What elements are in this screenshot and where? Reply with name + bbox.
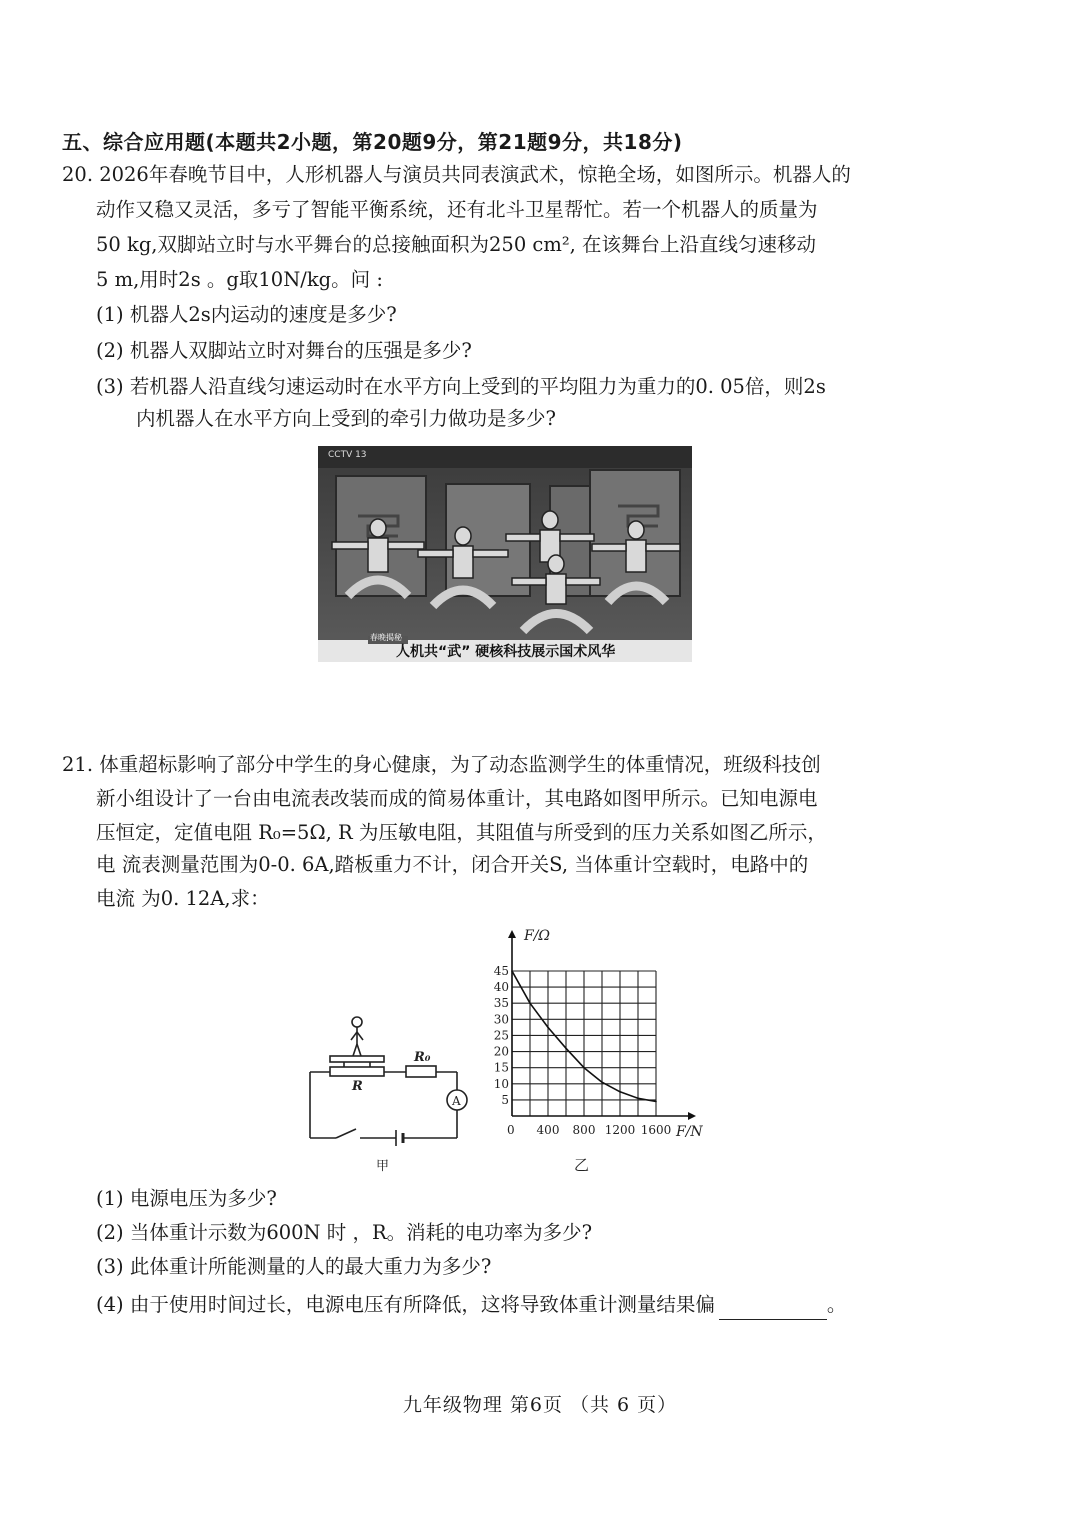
q21-line-3: 压恒定，定值电阻 R₀=5Ω, R 为压敏电阻，其阻值与所受到的压力关系如图乙所示， xyxy=(96,821,827,844)
circuit-caption: 甲 xyxy=(376,1159,390,1174)
circuit-diagram xyxy=(300,1010,480,1175)
q20-line-3: 50 kg,双脚站立时与水平舞台的总接触面积为250 cm², 在该舞台上沿直线匀速移动 xyxy=(96,233,817,256)
x-axis-arrow xyxy=(688,1112,696,1120)
x-tick-label: 800 xyxy=(572,1123,596,1137)
y-tick-label: 20 xyxy=(493,1044,509,1059)
photo-caption: 人机共“武” 硬核科技展示国术风华 xyxy=(396,644,616,660)
q21-line-5: 电流 为0. 12A,求： xyxy=(96,887,270,910)
section-title: 五、综合应用题(本题共2小题，第20题9分，第21题9分，共18分) xyxy=(62,130,683,154)
robot-performance-photo xyxy=(318,446,692,662)
q21-sub-3: (3) 此体重计所能测量的人的最大重力为多少? xyxy=(96,1255,492,1278)
curve-point xyxy=(565,1048,567,1050)
graph-origin: 0 xyxy=(507,1123,515,1137)
q21-sub-4 xyxy=(96,1290,846,1320)
y-axis-arrow xyxy=(508,930,516,938)
y-tick-label: 15 xyxy=(493,1060,509,1075)
curve-point xyxy=(655,1101,657,1103)
q20-sub-1: (1) 机器人2s内运动的速度是多少? xyxy=(96,303,397,326)
curve-point xyxy=(619,1091,621,1093)
q20-sub-3-cont: 内机器人在水平方向上受到的牵引力做功是多少? xyxy=(136,407,556,430)
q21-sub-4-text: (4) 由于使用时间过长，电源电压有所降低，这将导致体重计测量结果偏 xyxy=(96,1293,715,1316)
photo-small-caption: 春晚揭秘 xyxy=(370,633,402,642)
y-tick-label: 5 xyxy=(501,1092,509,1107)
x-tick-label: 1600 xyxy=(640,1123,672,1137)
y-tick-label: 10 xyxy=(493,1076,509,1091)
curve-point xyxy=(601,1081,603,1083)
circuit-label-R: R xyxy=(352,1079,363,1094)
q20-line-4: 5 m,用时2s 。g取10N/kg。问 : xyxy=(96,268,383,291)
curve-point xyxy=(529,1002,531,1004)
q21-line-1: 21. 体重超标影响了部分中学生的身心健康，为了动态监测学生的体重情况，班级科技创 xyxy=(62,753,821,776)
y-tick-label: 45 xyxy=(493,964,509,978)
graph-caption: 乙 xyxy=(574,1156,590,1174)
curve-point xyxy=(547,1027,549,1029)
curve-point xyxy=(637,1097,639,1099)
q20-line-1: 20. 2026年春晚节目中，人形机器人与演员共同表演武术，惊艳全场，如图所示。机器人的 xyxy=(62,163,851,186)
q21-sub-1: (1) 电源电压为多少? xyxy=(96,1187,277,1210)
answer-blank[interactable] xyxy=(719,1297,827,1320)
x-tick-label: 1200 xyxy=(604,1123,636,1137)
y-tick-label: 40 xyxy=(493,980,509,995)
ammeter-label: A xyxy=(452,1094,461,1108)
q20-sub-3: (3) 若机器人沿直线匀速运动时在水平方向上受到的平均阻力为重力的0. 05倍，则2s xyxy=(96,375,826,398)
y-tick-label: 30 xyxy=(493,1012,509,1027)
circuit-label-R0: R₀ xyxy=(414,1050,431,1065)
q20-line-2: 动作又稳又灵活，多亏了智能平衡系统，还有北斗卫星帮忙。若一个机器人的质量为 xyxy=(96,198,818,221)
resistance-pressure-graph xyxy=(488,920,720,1180)
q21-sub-4-end: 。 xyxy=(826,1293,847,1316)
y-tick-label: 35 xyxy=(493,996,509,1011)
graph-ticks xyxy=(494,964,672,1137)
graph-ylabel: F/Ω xyxy=(524,928,551,944)
q20-sub-2: (2) 机器人双脚站立时对舞台的压强是多少? xyxy=(96,339,472,362)
y-tick-label: 25 xyxy=(493,1028,509,1043)
curve-point xyxy=(511,970,513,972)
graph-xlabel: F/N xyxy=(676,1124,703,1140)
x-tick-label: 400 xyxy=(536,1123,560,1137)
q21-line-2: 新小组设计了一台由电流表改装而成的简易体重计，其电路如图甲所示。已知电源电 xyxy=(96,787,818,810)
graph-grid xyxy=(512,971,656,1116)
q21-sub-2: (2) 当体重计示数为600N 时 ，R。消耗的电功率为多少? xyxy=(96,1221,593,1244)
curve-point xyxy=(583,1067,585,1069)
page-footer: 九年级物理 第6页 （共 6 页） xyxy=(402,1394,678,1416)
robot-photo-illustration xyxy=(318,446,692,662)
q21-line-4: 电 流表测量范围为0-0. 6A,踏板重力不计，闭合开关S, 当体重计空载时，电路中的 xyxy=(96,853,809,876)
photo-corner-label: CCTV 13 xyxy=(328,450,367,460)
